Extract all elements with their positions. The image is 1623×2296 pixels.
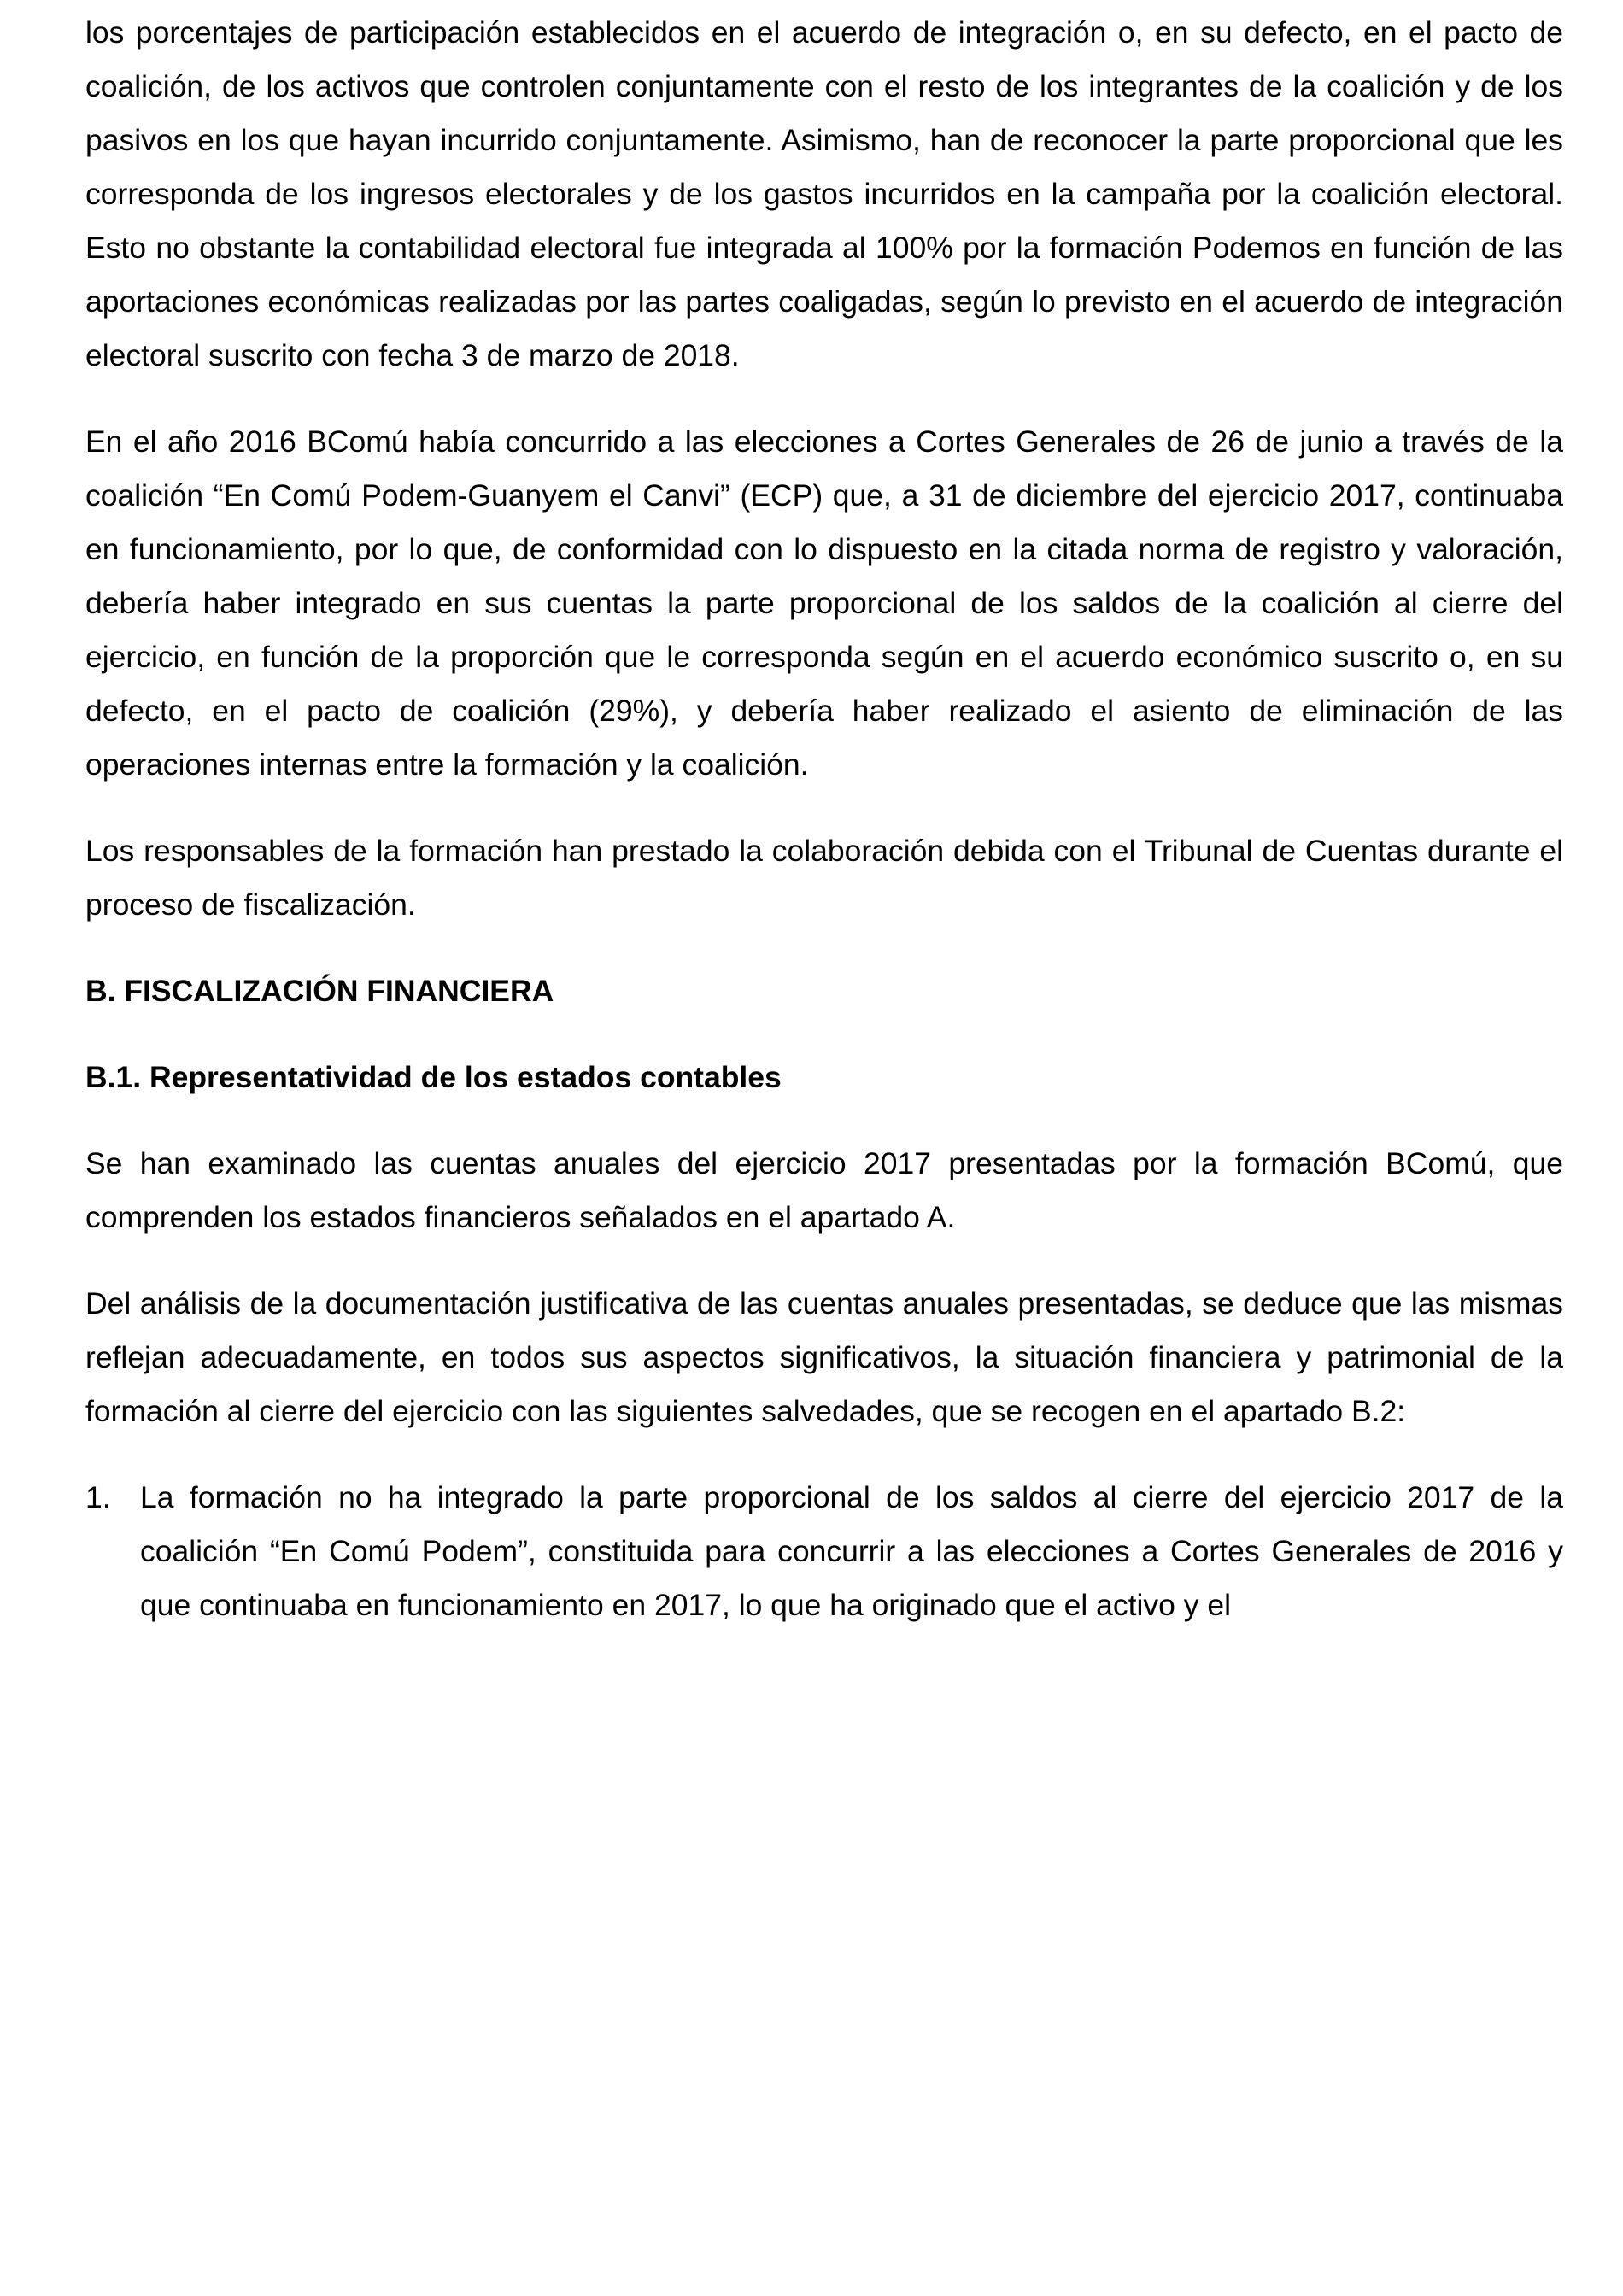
list-item-number: 1. [85, 1480, 111, 1514]
list-item-salvedad-1 [85, 1471, 1563, 1632]
document-page [85, 0, 1563, 1632]
paragraph-bcomu-2016: En el año 2016 BComú había concurrido a las elecciones a Cortes Generales de 26 de junio a través de la coalición “En Comú Podem-Guanyem el Canvi” (ECP) que, a 31 de diciembre del ejercicio 2017, continuaba en funcionamiento, por lo que, de conformidad con lo dispuesto en la citada norma de registro y valoración, debería haber integrado en sus cuentas la parte proporcional de los saldos de la coalición al cierre del ejercicio, en función de la proporción que le corresponda según en el acuerdo económico suscrito o, en su defecto, en el pacto de coalición (29%), y debería haber realizado el asiento de eliminación de las operaciones internas entre la formación y la coalición. [85, 425, 1563, 782]
section-heading-fiscalizacion-financiera: B. FISCALIZACIÓN FINANCIERA [85, 974, 554, 1008]
paragraph-analisis-documentacion: Del análisis de la documentación justificativa de las cuentas anuales presentadas, se deduce que las mismas reflejan adecuadamente, en todos sus aspectos significativos, la situación financiera y patrimonial de la formación al cierre del ejercicio con las siguientes salvedades, que se recogen en el apartado B.2: [85, 1286, 1563, 1428]
paragraph-cuentas-examinadas: Se han examinado las cuentas anuales del ejercicio 2017 presentadas por la formación BComú, que comprenden los estados financieros señalados en el apartado A. [85, 1146, 1563, 1234]
subsection-heading-representatividad: B.1. Representatividad de los estados contables [85, 1060, 782, 1094]
list-item-text: La formación no ha integrado la parte proporcional de los saldos al cierre del ejercicio 2017 de la coalición “En Comú Podem”, constituida para concurrir a las elecciones a Cortes Generales de 2016 y que continuaba en funcionamiento en 2017, lo que ha originado que el activo y el [140, 1480, 1563, 1622]
paragraph-collaboration: Los responsables de la formación han prestado la colaboración debida con el Tribunal de Cuentas durante el proceso de fiscalización. [85, 834, 1563, 922]
paragraph-coalition-accounting: los porcentajes de participación establecidos en el acuerdo de integración o, en su defecto, en el pacto de coalición, de los activos que controlen conjuntamente con el resto de los integrantes de la coalición y de los pasivos en los que hayan incurrido conjuntamente. Asimismo, han de reconocer la parte proporcional que les corresponda de los ingresos electorales y de los gastos incurridos en la campaña por la coalición electoral. Esto no obstante la contabilidad electoral fue integrada al 100% por la formación Podemos en función de las aportaciones económicas realizadas por las partes coaligadas, según lo previsto en el acuerdo de integración electoral suscrito con fecha 3 de marzo de 2018. [85, 15, 1563, 372]
